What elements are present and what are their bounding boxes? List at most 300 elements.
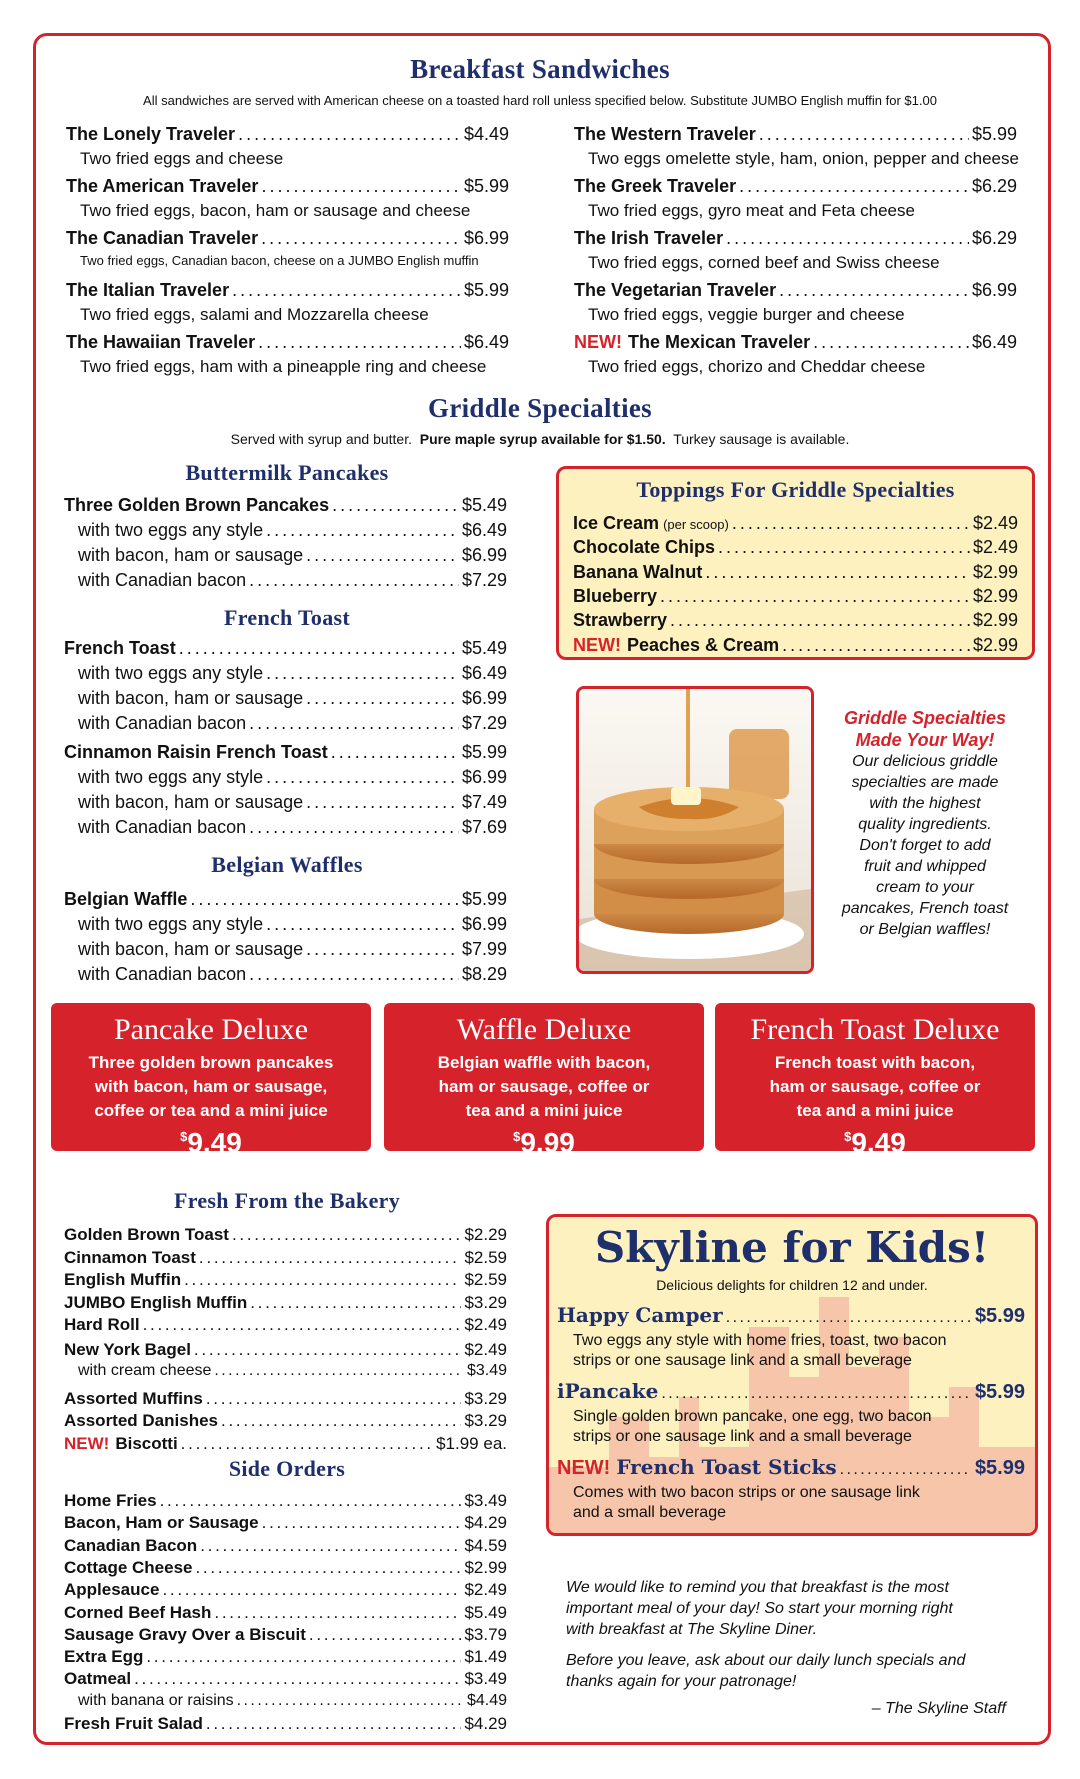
leader-dots <box>262 1513 462 1533</box>
menu-item <box>66 280 509 301</box>
item-name: Oatmeal <box>64 1669 132 1689</box>
item-price: $2.29 <box>464 1225 507 1244</box>
item-name: with Canadian bacon <box>78 817 247 837</box>
leader-dots <box>232 280 461 301</box>
item-description: Two fried eggs, salami and Mozzarella cheese <box>80 305 429 324</box>
item-name: Three Golden Brown Pancakes <box>64 495 330 515</box>
item-price: $7.49 <box>461 792 507 812</box>
item-price: $2.49 <box>972 513 1018 533</box>
leader-dots <box>190 889 459 910</box>
leader-dots <box>718 537 970 558</box>
item-name: Hard Roll <box>64 1315 140 1334</box>
menu-item <box>66 124 509 145</box>
menu-item <box>573 513 1018 534</box>
item-name: with two eggs any style <box>78 914 264 934</box>
promo-line-8: pancakes, French toast <box>841 900 1009 917</box>
item-name: with Canadian bacon <box>78 570 247 590</box>
bakery-title: Fresh From the Bakery <box>173 1188 401 1213</box>
leader-dots <box>221 1411 461 1431</box>
menu-item <box>574 228 1017 249</box>
leader-dots <box>309 1625 462 1645</box>
closing-line: thanks again for your patronage! <box>566 1673 797 1690</box>
closing-line: We would like to remind you that breakfast is the most <box>566 1579 949 1596</box>
menu-item <box>78 713 507 734</box>
item-price: $5.99 <box>461 742 507 762</box>
item-description: Single golden brown pancake, one egg, two bacon <box>573 1408 932 1425</box>
item-name: with bacon, ham or sausage <box>78 688 304 708</box>
new-badge: NEW! <box>557 1457 611 1479</box>
closing-line: with breakfast at The Skyline Diner. <box>566 1621 818 1638</box>
item-price: $6.99 <box>461 545 507 565</box>
menu-item <box>78 792 507 813</box>
leader-dots <box>306 792 459 813</box>
leader-dots <box>732 513 970 534</box>
item-name: with cream cheese <box>78 1362 212 1379</box>
leader-dots <box>759 124 969 145</box>
item-price: $4.59 <box>464 1535 507 1555</box>
item-description: Two fried eggs, bacon, ham or sausage and cheese <box>80 201 471 220</box>
menu-item <box>66 176 509 197</box>
menu-item <box>64 889 507 910</box>
item-price: $2.59 <box>464 1270 507 1289</box>
item-price: $6.99 <box>461 914 507 934</box>
menu-item <box>78 663 507 684</box>
menu-item <box>64 1714 507 1734</box>
item-description: Two fried eggs, veggie burger and cheese <box>588 305 905 324</box>
deal-currency: $ <box>844 1129 852 1144</box>
menu-item <box>78 570 507 591</box>
menu-item <box>78 767 507 788</box>
item-description: Comes with two bacon strips or one sausage link <box>573 1484 920 1501</box>
kids-subtitle: Delicious delights for children 12 and under. <box>656 1277 928 1293</box>
deal-price <box>384 1127 704 1159</box>
menu-item <box>573 537 1018 558</box>
item-name: The Hawaiian Traveler <box>66 332 256 352</box>
deal-currency: $ <box>180 1129 188 1144</box>
item-name: with bacon, ham or sausage <box>78 545 304 565</box>
menu-item <box>64 1411 507 1431</box>
item-name: The Irish Traveler <box>574 228 724 248</box>
menu-item <box>64 1647 507 1667</box>
item-description: strips or one sausage link and a small beverage <box>573 1352 912 1369</box>
deal-title: Waffle Deluxe <box>456 1013 632 1046</box>
menu-item <box>78 545 507 566</box>
leader-dots <box>146 1647 461 1667</box>
item-price: $3.49 <box>464 1491 507 1510</box>
menu-item <box>78 1362 507 1380</box>
item-price: $2.99 <box>972 585 1018 606</box>
leader-dots <box>726 1309 972 1327</box>
leader-dots <box>661 1385 972 1403</box>
kids-menu-item <box>557 1455 1025 1480</box>
leader-dots <box>726 228 969 249</box>
menu-item <box>64 1270 507 1290</box>
item-name: with bacon, ham or sausage <box>78 939 304 959</box>
item-price: $6.49 <box>461 520 507 540</box>
promo-line-7: cream to your <box>876 879 974 896</box>
item-name: Cinnamon Raisin French Toast <box>64 742 328 762</box>
item-description: Two fried eggs, ham with a pineapple ring and cheese <box>80 357 487 376</box>
menu-item <box>64 1434 507 1454</box>
item-name: Sausage Gravy Over a Biscuit <box>64 1624 306 1644</box>
item-name: Chocolate Chips <box>573 537 716 558</box>
leader-dots <box>739 176 969 197</box>
menu-item <box>574 280 1017 301</box>
leader-dots <box>238 124 461 145</box>
item-price: $3.29 <box>464 1292 507 1312</box>
toppings-box <box>556 466 1035 660</box>
item-name: New York Bagel <box>64 1339 191 1359</box>
menu-item <box>64 1558 507 1578</box>
kids-title: Skyline for Kids! <box>594 1223 990 1272</box>
promo-title-2: Made Your Way! <box>855 730 995 750</box>
leader-dots <box>249 964 459 985</box>
menu-item <box>573 586 1018 607</box>
menu-item <box>78 1692 507 1710</box>
deal-price <box>715 1127 1035 1159</box>
leader-dots <box>332 495 459 516</box>
leader-dots <box>261 176 461 197</box>
deal-desc-line: coffee or tea and a mini juice <box>94 1101 328 1120</box>
item-price: $5.99 <box>974 1381 1025 1403</box>
deal-desc-line: tea and a mini juice <box>465 1101 623 1120</box>
item-price: $3.29 <box>464 1411 507 1430</box>
promo-line-1: Our delicious griddle <box>852 753 998 770</box>
item-price: $3.79 <box>464 1624 507 1644</box>
item-price: $2.99 <box>972 610 1018 631</box>
item-description: Two fried eggs, chorizo and Cheddar cheese <box>588 357 926 376</box>
leader-dots <box>266 767 459 788</box>
item-price: $5.99 <box>463 280 509 300</box>
item-price: $2.49 <box>464 1315 507 1334</box>
menu-item <box>78 964 507 985</box>
menu-item <box>64 1580 507 1600</box>
new-badge: NEW! <box>574 332 622 352</box>
closing-line: Before you leave, ask about our daily lunch specials and <box>566 1652 966 1669</box>
item-price: $2.59 <box>464 1247 507 1267</box>
leader-dots <box>813 332 969 353</box>
leader-dots <box>181 1434 433 1454</box>
deal-price-value: 9.49 <box>187 1127 242 1158</box>
promo-line-6: fruit and whipped <box>864 858 986 875</box>
item-description: Two fried eggs, Canadian bacon, cheese on a JUMBO English muffin <box>80 253 479 268</box>
leader-dots <box>206 1389 462 1409</box>
item-name: Extra Egg <box>64 1647 144 1667</box>
griddle-subtitle-c: Turkey sausage is available. <box>673 431 850 447</box>
new-badge: NEW! <box>573 634 621 655</box>
sandwiches-title: Breakfast Sandwiches <box>410 54 670 84</box>
item-name: JUMBO English Muffin <box>64 1292 248 1312</box>
leader-dots <box>306 939 459 960</box>
item-description: Two eggs omelette style, ham, onion, pepper and cheese <box>588 149 1019 168</box>
item-price: $7.99 <box>461 939 507 959</box>
item-name: Banana Walnut <box>573 561 703 582</box>
item-name: Fresh Fruit Salad <box>64 1714 203 1733</box>
item-name: The Lonely Traveler <box>66 124 236 144</box>
deal-desc-line: Three golden brown pancakes <box>88 1053 334 1072</box>
closing-note <box>566 1577 1036 1719</box>
item-price: $6.99 <box>461 767 507 787</box>
item-name: Cinnamon Toast <box>64 1247 196 1267</box>
menu-item <box>574 124 1017 145</box>
menu-item <box>78 688 507 709</box>
item-price: $7.69 <box>461 817 507 837</box>
item-description: and a small beverage <box>573 1504 726 1521</box>
leader-dots <box>306 545 459 566</box>
menu-item <box>573 562 1018 583</box>
item-price: $7.29 <box>461 713 507 733</box>
leader-dots <box>134 1669 461 1689</box>
leader-dots <box>206 1714 462 1734</box>
menu-item <box>64 1491 507 1511</box>
item-name: Peaches & Cream <box>627 634 780 655</box>
menu-item <box>64 638 507 659</box>
item-price: $6.49 <box>463 332 509 352</box>
kids-menu-item <box>557 1379 1025 1404</box>
deal-desc-line: with bacon, ham or sausage, <box>94 1077 328 1096</box>
item-price: $6.29 <box>971 228 1017 248</box>
item-price: $2.49 <box>464 1339 507 1359</box>
new-badge: NEW! <box>64 1433 110 1453</box>
item-name: Cottage Cheese <box>64 1557 193 1577</box>
deal-desc-line: French toast with bacon, <box>774 1053 976 1072</box>
item-price: $6.49 <box>461 663 507 683</box>
item-name: Canadian Bacon <box>64 1535 198 1555</box>
menu-item <box>78 817 507 838</box>
leader-dots <box>199 1248 462 1268</box>
menu-item <box>64 1513 507 1533</box>
deal-currency: $ <box>513 1129 521 1144</box>
deal-desc-line: ham or sausage, coffee or <box>438 1077 650 1096</box>
item-price: $2.49 <box>972 537 1018 558</box>
leader-dots <box>195 1558 461 1578</box>
syrup-jar <box>729 729 789 799</box>
leader-dots <box>179 638 459 659</box>
griddle-subtitle-b: Pure maple syrup available for $1.50. <box>419 431 666 447</box>
leader-dots <box>160 1491 462 1511</box>
leader-dots <box>162 1580 461 1600</box>
item-name: with two eggs any style <box>78 520 264 540</box>
item-price: $6.99 <box>971 280 1017 300</box>
leader-dots <box>670 610 970 631</box>
pancake-photo <box>576 686 814 974</box>
deal-price <box>51 1127 371 1159</box>
leader-dots <box>249 570 459 591</box>
deal-desc-line: ham or sausage, coffee or <box>769 1077 981 1096</box>
waffles-title: Belgian Waffles <box>211 852 363 877</box>
leader-dots <box>214 1362 464 1380</box>
deal-desc-line: Belgian waffle with bacon, <box>437 1053 651 1072</box>
item-price: $2.49 <box>464 1580 507 1600</box>
item-note: (per scoop) <box>663 517 729 532</box>
item-name: The Greek Traveler <box>574 176 737 196</box>
item-name: Corned Beef Hash <box>64 1602 212 1622</box>
menu-item <box>64 1603 507 1623</box>
leader-dots <box>232 1225 461 1245</box>
item-name: with two eggs any style <box>78 767 264 787</box>
item-name: Strawberry <box>573 610 668 631</box>
item-description: Two fried eggs and cheese <box>80 149 284 168</box>
item-name: The Vegetarian Traveler <box>574 280 777 300</box>
item-name: Ice Cream <box>573 513 660 533</box>
menu-item <box>574 332 1017 353</box>
item-description: Two eggs any style with home fries, toast, two bacon <box>573 1332 947 1349</box>
item-name: Assorted Danishes <box>64 1411 218 1430</box>
item-name: French Toast Sticks <box>616 1455 837 1479</box>
item-price: $5.99 <box>974 1305 1025 1327</box>
menu-item <box>66 332 509 353</box>
item-name: The Western Traveler <box>574 124 756 144</box>
item-price: $6.99 <box>463 228 509 248</box>
item-name: Happy Camper <box>557 1303 723 1327</box>
leader-dots <box>705 562 970 583</box>
leader-dots <box>306 688 459 709</box>
menu-item <box>64 1536 507 1556</box>
promo-line-2: specialties are made <box>851 774 999 791</box>
kids-box <box>546 1214 1038 1536</box>
item-description: Two fried eggs, gyro meat and Feta cheese <box>588 201 915 220</box>
menu-item <box>64 1248 507 1268</box>
item-name: iPancake <box>557 1379 659 1403</box>
item-price: $1.49 <box>464 1647 507 1667</box>
leader-dots <box>660 586 970 607</box>
deal-waffle-deluxe <box>384 1003 704 1158</box>
deal-price-value: 9.99 <box>520 1127 575 1158</box>
item-price: $6.49 <box>971 332 1017 352</box>
item-price: $5.49 <box>461 638 507 658</box>
menu-item <box>64 1340 507 1360</box>
deal-french-toast-deluxe <box>715 1003 1035 1158</box>
item-price: $5.49 <box>464 1602 507 1622</box>
menu-item <box>64 1669 507 1689</box>
french-toast-title: French Toast <box>223 605 351 630</box>
item-price: $5.49 <box>461 495 507 515</box>
item-price: $2.99 <box>464 1557 507 1577</box>
item-price: $3.49 <box>466 1362 507 1379</box>
leader-dots <box>214 1603 461 1623</box>
sides-title: Side Orders <box>228 1456 346 1481</box>
griddle-subtitle-a: Served with syrup and butter. <box>230 431 412 447</box>
menu-item <box>78 520 507 541</box>
item-price: $7.29 <box>461 570 507 590</box>
item-price: $2.99 <box>972 634 1018 655</box>
leader-dots <box>258 332 461 353</box>
promo-line-4: quality ingredients. <box>858 816 992 833</box>
item-price: $8.29 <box>461 964 507 984</box>
menu-item <box>573 635 1018 656</box>
leader-dots <box>184 1270 461 1290</box>
leader-dots <box>331 742 459 763</box>
item-name: The Mexican Traveler <box>628 332 811 352</box>
item-description: strips or one sausage link and a small beverage <box>573 1428 912 1445</box>
menu-item <box>64 1389 507 1409</box>
item-name: Applesauce <box>64 1580 160 1600</box>
leader-dots <box>250 1293 461 1313</box>
menu-item <box>573 610 1018 631</box>
item-name: The Italian Traveler <box>66 280 230 300</box>
pancakes-title: Buttermilk Pancakes <box>185 460 389 485</box>
item-name: with Canadian bacon <box>78 964 247 984</box>
menu-item <box>78 914 507 935</box>
menu-item <box>66 228 509 249</box>
item-name: with Canadian bacon <box>78 713 247 733</box>
item-price: $2.99 <box>972 561 1018 582</box>
promo-title-1: Griddle Specialties <box>843 708 1007 728</box>
menu-item <box>64 1625 507 1645</box>
item-name: Bacon, Ham or Sausage <box>64 1513 259 1533</box>
deal-title: French Toast Deluxe <box>750 1013 1000 1046</box>
item-price: $5.99 <box>463 176 509 196</box>
item-price: $6.99 <box>461 688 507 708</box>
item-price: $3.29 <box>464 1388 507 1408</box>
menu-item <box>64 495 507 516</box>
closing-signature: – The Skyline Staff <box>871 1700 1006 1717</box>
item-description: Two fried eggs, corned beef and Swiss cheese <box>588 253 940 272</box>
item-price: $4.29 <box>464 1714 507 1733</box>
leader-dots <box>143 1315 462 1335</box>
leader-dots <box>266 914 459 935</box>
item-name: The Canadian Traveler <box>66 228 259 248</box>
leader-dots <box>261 228 461 249</box>
item-name: Assorted Muffins <box>64 1388 203 1408</box>
deal-desc-line: tea and a mini juice <box>796 1101 954 1120</box>
griddle-title: Griddle Specialties <box>428 393 652 423</box>
leader-dots <box>840 1461 972 1479</box>
deal-pancake-deluxe <box>51 1003 371 1158</box>
leader-dots <box>779 280 969 301</box>
item-name: with bacon, ham or sausage <box>78 792 304 812</box>
leader-dots <box>249 713 459 734</box>
menu-item <box>64 1315 507 1335</box>
leader-dots <box>194 1340 462 1360</box>
leader-dots <box>237 1692 464 1710</box>
toppings-title: Toppings For Griddle Specialties <box>636 477 955 502</box>
item-name: The American Traveler <box>66 176 259 196</box>
leader-dots <box>249 817 459 838</box>
menu-item <box>64 742 507 763</box>
deal-title: Pancake Deluxe <box>113 1013 309 1046</box>
menu-item <box>64 1293 507 1313</box>
item-price: $5.99 <box>971 124 1017 144</box>
item-price: $4.49 <box>463 124 509 144</box>
item-price: $5.99 <box>974 1457 1025 1479</box>
item-price: $6.29 <box>971 176 1017 196</box>
butter-pat <box>671 787 701 805</box>
item-price: $4.29 <box>464 1513 507 1533</box>
item-name: with banana or raisins <box>78 1691 234 1709</box>
leader-dots <box>266 520 459 541</box>
pancake-stack-illustration <box>579 689 811 971</box>
kids-menu-item <box>557 1303 1025 1328</box>
item-name: with two eggs any style <box>78 663 264 683</box>
leader-dots <box>200 1536 461 1556</box>
griddle-subtitle <box>40 431 1040 447</box>
menu-item <box>64 1225 507 1245</box>
item-price: $1.99 ea. <box>436 1433 507 1453</box>
item-price: $5.99 <box>461 889 507 909</box>
item-price: $4.49 <box>466 1691 507 1709</box>
item-name: Belgian Waffle <box>64 889 188 909</box>
item-name: Golden Brown Toast <box>64 1225 229 1244</box>
item-name: French Toast <box>64 638 176 658</box>
promo-note <box>820 707 1030 940</box>
leader-dots <box>266 663 459 684</box>
closing-line: important meal of your day! So start your morning right <box>566 1600 953 1617</box>
sandwiches-subtitle: All sandwiches are served with American cheese on a toasted hard roll unless specified below. Substitute JUMBO English muffin for $1.00 <box>143 93 937 108</box>
promo-line-9: or Belgian waffles! <box>859 921 991 938</box>
promo-line-3: with the highest <box>869 795 981 812</box>
syrup-drizzle <box>686 689 690 787</box>
